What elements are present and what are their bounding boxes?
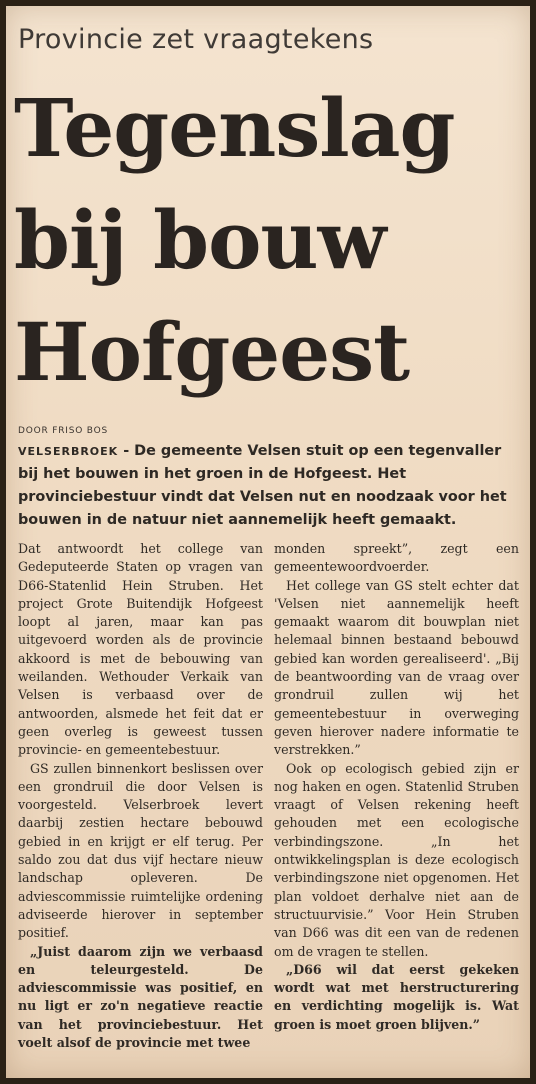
headline-line: Tegenslag bbox=[14, 81, 455, 175]
kicker: Provincie zet vraagtekens bbox=[18, 24, 374, 55]
byline: DOOR FRISO BOS bbox=[18, 426, 108, 436]
headline-line: bij bouw bbox=[14, 193, 386, 287]
body-paragraph: GS zullen binnenkort beslissen over een grondruil die door Velsen is voorgesteld. Velserbroek levert daarbij zestien hectare bebouwd gebied in en krijgt er elf terug. Per saldo zou dat dus vijf hectare nieuw landschap opleveren. De adviescommissie ruimtelijke ordening adviseerde hierover in september positief. bbox=[18, 760, 263, 941]
column-left bbox=[18, 540, 263, 1052]
newspaper-clipping bbox=[6, 6, 530, 1078]
lead-paragraph bbox=[18, 440, 523, 532]
body-paragraph-quote: „D66 wil dat eerst gekeken wordt wat met herstructurering en verdichting mogelijk is. Wat groen is moet groen blijven.” bbox=[274, 961, 519, 1032]
body-paragraph: monden spreekt”, zegt een gemeentewoordvoerder. bbox=[274, 541, 519, 575]
headline-line: Hofgeest bbox=[14, 305, 410, 399]
body-paragraph: Dat antwoordt het college van Gedeputeerde Staten op vragen van D66-Statenlid Hein Struben. Het project Grote Buitendijk Hofgeest loopt al jaren, maar kan pas uitgevoerd worden als de provincie akkoord is met de bebouwing van weilanden. Wethouder Verkaik van Velsen is verbaasd over de antwoorden, alsmede het feit dat er geen overleg is geweest tussen provincie- en gemeentebestuur. bbox=[18, 541, 263, 758]
lead-text: - De gemeente Velsen stuit op een tegenvaller bij het bouwen in het groen in de Hofgeest. Het provinciebestuur vindt dat Velsen nut en noodzaak voor het bouwen in de natuur niet aannemelijk heeft gemaakt. bbox=[18, 443, 507, 528]
headline bbox=[14, 72, 530, 408]
body-paragraph: Ook op ecologisch gebied zijn er nog haken en ogen. Statenlid Struben vraagt of Velsen rekening heeft gehouden met een ecologische verbindingszone. „In het ontwikkelingsplan is deze ecologisch verbindingszone niet opgenomen. Het plan voldoet derhalve niet aan de structuurvisie.” Voor Hein Struben van D66 was dit een van de redenen om de vragen te stellen. bbox=[274, 760, 519, 959]
column-right bbox=[274, 540, 519, 1034]
body-paragraph-quote: „Juist daarom zijn we verbaasd en teleurgesteld. De adviescommissie was positief, en nu ligt er zo'n negatieve reactie van het provinciebestuur. Het voelt alsof de provincie met twee bbox=[18, 943, 263, 1051]
body-paragraph: Het college van GS stelt echter dat 'Velsen niet aannemelijk heeft gemaakt waarom dit bouwplan niet helemaal binnen bestaand bebouwd gebied kan worden gerealiseerd'. „Bij de beantwoording van de vraag over grondruil zullen wij het gemeentebestuur in overweging geven hierover nadere informatie te verstrekken.” bbox=[274, 577, 519, 758]
dateline: VELSERBROEK bbox=[18, 445, 119, 458]
